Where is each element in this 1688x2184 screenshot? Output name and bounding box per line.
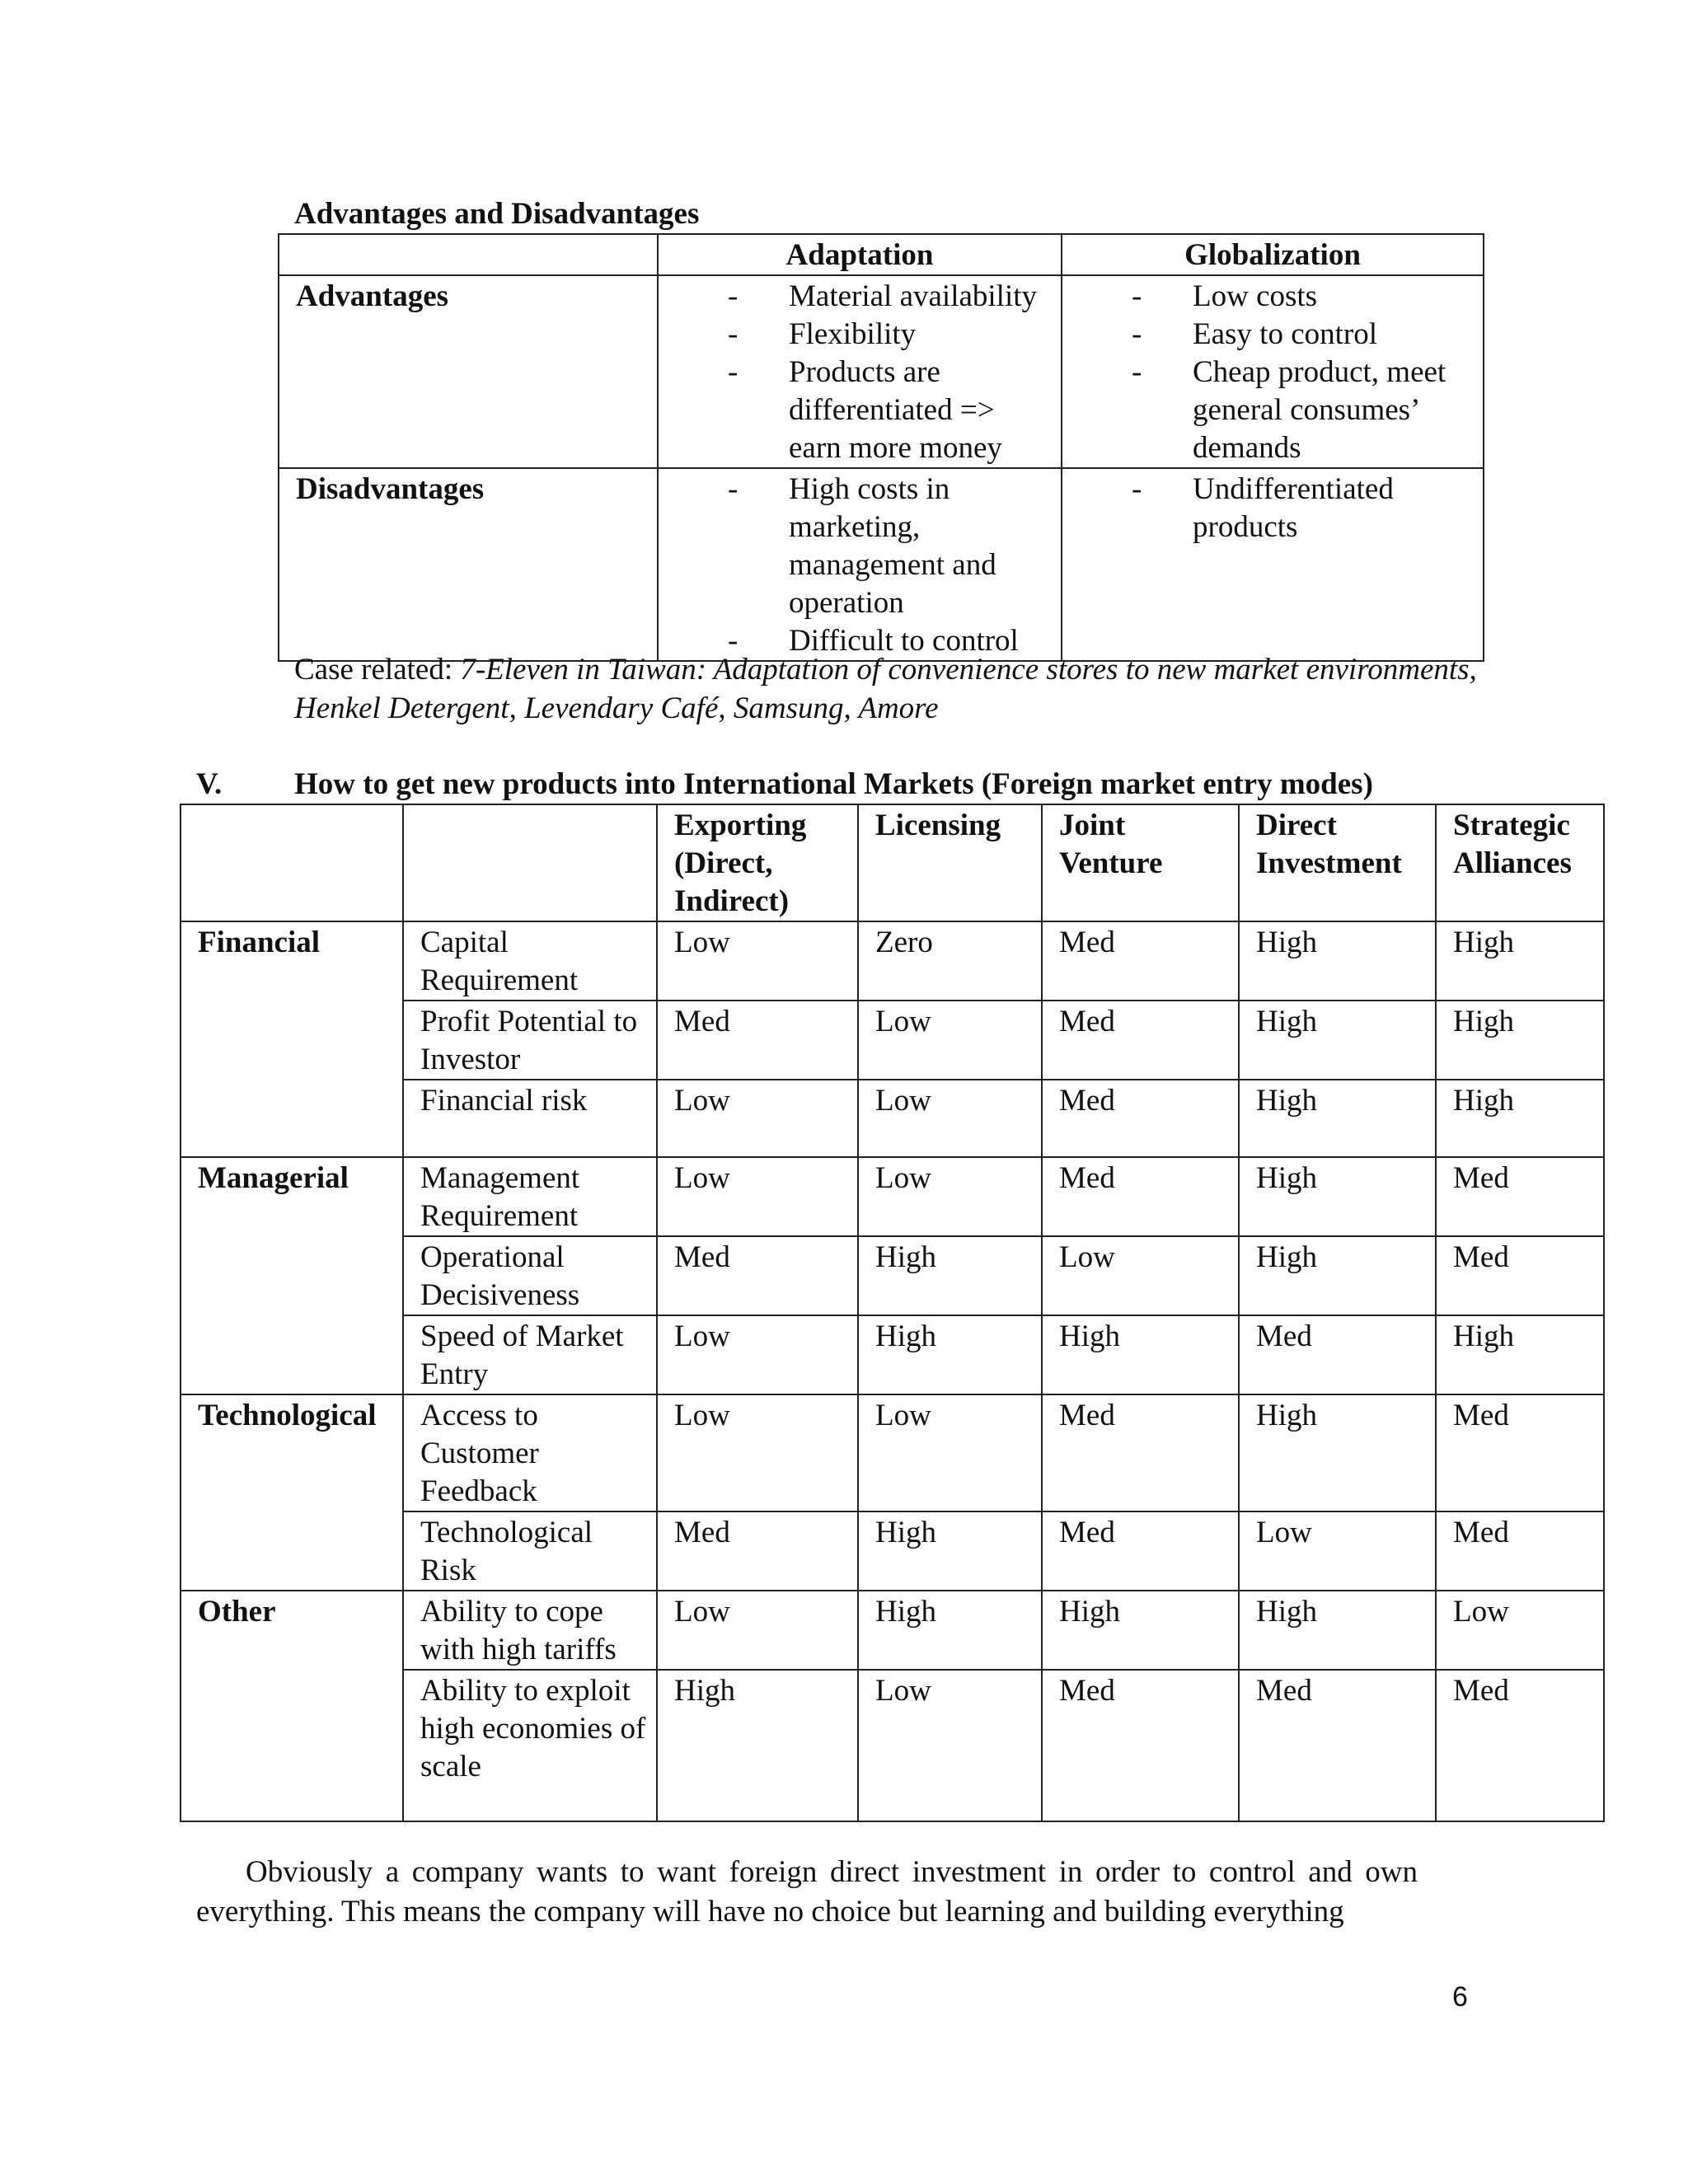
factor-label: Ability to exploit high economies of scale [403, 1670, 657, 1821]
rating-cell: High [1436, 921, 1604, 1001]
rating-cell: Zero [858, 921, 1042, 1001]
list-item: - Undifferentiated products [1079, 471, 1476, 546]
header-exporting: Exporting (Direct, Indirect) [657, 804, 858, 921]
header-joint-venture: Joint Venture [1042, 804, 1239, 921]
rating-cell: Low [657, 1394, 858, 1511]
header-globalization: Globalization [1062, 234, 1484, 275]
rating-cell: Med [657, 1236, 858, 1315]
rating-cell: High [1042, 1591, 1239, 1670]
list-item: - Products are differentiated => earn more money [675, 354, 1054, 467]
rating-cell: Med [1042, 1670, 1239, 1821]
rating-cell: Med [657, 1511, 858, 1591]
table-header-row [279, 234, 1484, 275]
header-strategic-alliances: Strategic Alliances [1436, 804, 1604, 921]
factor-label: Profit Potential to Investor [403, 1001, 657, 1080]
adaptation-globalization-table [278, 233, 1484, 662]
rating-cell: High [858, 1591, 1042, 1670]
adaptation-cell [658, 468, 1062, 661]
rating-cell: Med [1042, 1080, 1239, 1157]
rating-cell: Low [858, 1670, 1042, 1821]
list-item: - Easy to control [1079, 316, 1476, 354]
category-cell [181, 1001, 403, 1080]
rating-cell: Med [1436, 1511, 1604, 1591]
table-header-row [181, 804, 1604, 921]
factor-label: Capital Requirement [403, 921, 657, 1001]
table-row [181, 1001, 1604, 1080]
adaptation-cell [658, 275, 1062, 468]
rating-cell: Med [1042, 1511, 1239, 1591]
rating-cell: Med [1239, 1670, 1436, 1821]
rating-cell: Low [657, 1315, 858, 1394]
category-cell [181, 1670, 403, 1821]
dash-list [675, 471, 1054, 660]
rating-cell: High [858, 1315, 1042, 1394]
case-text: 7-Eleven in Taiwan: Adaptation of convenience stores to new market environments, Henkel Detergent, Levendary Café, Samsung, Amore [294, 653, 1477, 725]
header-empty [279, 234, 658, 275]
list-item: - Cheap product, meet general consumes’ demands [1079, 354, 1476, 467]
list-item: - Material availability [675, 278, 1054, 316]
factor-label: Financial risk [403, 1080, 657, 1157]
category-cell [181, 1511, 403, 1591]
category-label: Managerial [181, 1157, 403, 1236]
rating-cell: Med [1436, 1670, 1604, 1821]
rating-cell: Low [657, 1157, 858, 1236]
table-row [181, 1591, 1604, 1670]
factor-label: Access to Customer Feedback [403, 1394, 657, 1511]
rating-cell: Med [1042, 1394, 1239, 1511]
rating-cell: High [657, 1670, 858, 1821]
header-adaptation: Adaptation [658, 234, 1062, 275]
category-label: Financial [181, 921, 403, 1001]
table-row [181, 1511, 1604, 1591]
rating-cell: High [1042, 1315, 1239, 1394]
rating-cell: Low [858, 1394, 1042, 1511]
table-row [181, 1236, 1604, 1315]
rating-cell: Low [657, 1080, 858, 1157]
globalization-cell [1062, 275, 1484, 468]
dash-list [1079, 278, 1476, 467]
table-row [181, 1670, 1604, 1821]
factor-label: Ability to cope with high tariffs [403, 1591, 657, 1670]
rating-cell: Low [657, 1591, 858, 1670]
rating-cell: Low [1436, 1591, 1604, 1670]
table-row [181, 1315, 1604, 1394]
table-row [279, 275, 1484, 468]
section-number: V. [196, 767, 223, 801]
rating-cell: High [858, 1511, 1042, 1591]
body-paragraph: Obviously a company wants to want foreign direct investment in order to control and own everything. This means the company will have no choice but learning and building everything [196, 1855, 1418, 1929]
rating-cell: High [1436, 1080, 1604, 1157]
rating-cell: High [1239, 1157, 1436, 1236]
list-item: - Difficult to control [675, 622, 1054, 660]
rating-cell: High [1436, 1001, 1604, 1080]
rating-cell: Med [657, 1001, 858, 1080]
dash-list [1079, 471, 1476, 546]
globalization-cell [1062, 468, 1484, 661]
rating-cell: Low [858, 1001, 1042, 1080]
rating-cell: High [1239, 1236, 1436, 1315]
table-row [279, 468, 1484, 661]
rating-cell: High [1239, 1591, 1436, 1670]
row-label: Disadvantages [279, 468, 658, 661]
dash-list [675, 278, 1054, 467]
rating-cell: Med [1042, 921, 1239, 1001]
entry-modes-table [180, 804, 1605, 1822]
table-row [181, 921, 1604, 1001]
rating-cell: Low [657, 921, 858, 1001]
rating-cell: Med [1239, 1315, 1436, 1394]
table-row [181, 1394, 1604, 1511]
rating-cell: High [1239, 1001, 1436, 1080]
category-cell [181, 1080, 403, 1157]
row-label: Advantages [279, 275, 658, 468]
rating-cell: High [1239, 1080, 1436, 1157]
factor-label: Management Requirement [403, 1157, 657, 1236]
entry-modes-table-body [181, 804, 1604, 1821]
category-label: Technological [181, 1394, 403, 1511]
category-cell [181, 1315, 403, 1394]
rating-cell: Low [858, 1157, 1042, 1236]
rating-cell: High [1239, 1394, 1436, 1511]
factor-label: Speed of Market Entry [403, 1315, 657, 1394]
page-number: 6 [1452, 1981, 1468, 2013]
header-direct-investment: Direct Investment [1239, 804, 1436, 921]
list-item: - Low costs [1079, 278, 1476, 316]
factor-label: Operational Decisiveness [403, 1236, 657, 1315]
rating-cell: High [858, 1236, 1042, 1315]
list-item: - High costs in marketing, management and operation [675, 471, 1054, 622]
rating-cell: Med [1042, 1001, 1239, 1080]
section-title: How to get new products into International Markets (Foreign market entry modes) [294, 767, 1373, 801]
rating-cell: Med [1436, 1157, 1604, 1236]
table-row [181, 1080, 1604, 1157]
header-licensing: Licensing [858, 804, 1042, 921]
table-row [181, 1157, 1604, 1236]
category-label: Other [181, 1591, 403, 1670]
rating-cell: High [1239, 921, 1436, 1001]
section-heading: Advantages and Disadvantages [294, 197, 700, 231]
rating-cell: High [1436, 1315, 1604, 1394]
list-item: - Flexibility [675, 316, 1054, 354]
rating-cell: Med [1042, 1157, 1239, 1236]
rating-cell: Low [858, 1080, 1042, 1157]
rating-cell: Low [1042, 1236, 1239, 1315]
header-cell [403, 804, 657, 921]
rating-cell: Med [1436, 1394, 1604, 1511]
factor-label: Technological Risk [403, 1511, 657, 1591]
category-cell [181, 1236, 403, 1315]
case-related-note [294, 650, 1489, 728]
rating-cell: Med [1436, 1236, 1604, 1315]
header-cell [181, 804, 403, 921]
rating-cell: Low [1239, 1511, 1436, 1591]
case-prefix: Case related: [294, 653, 461, 687]
